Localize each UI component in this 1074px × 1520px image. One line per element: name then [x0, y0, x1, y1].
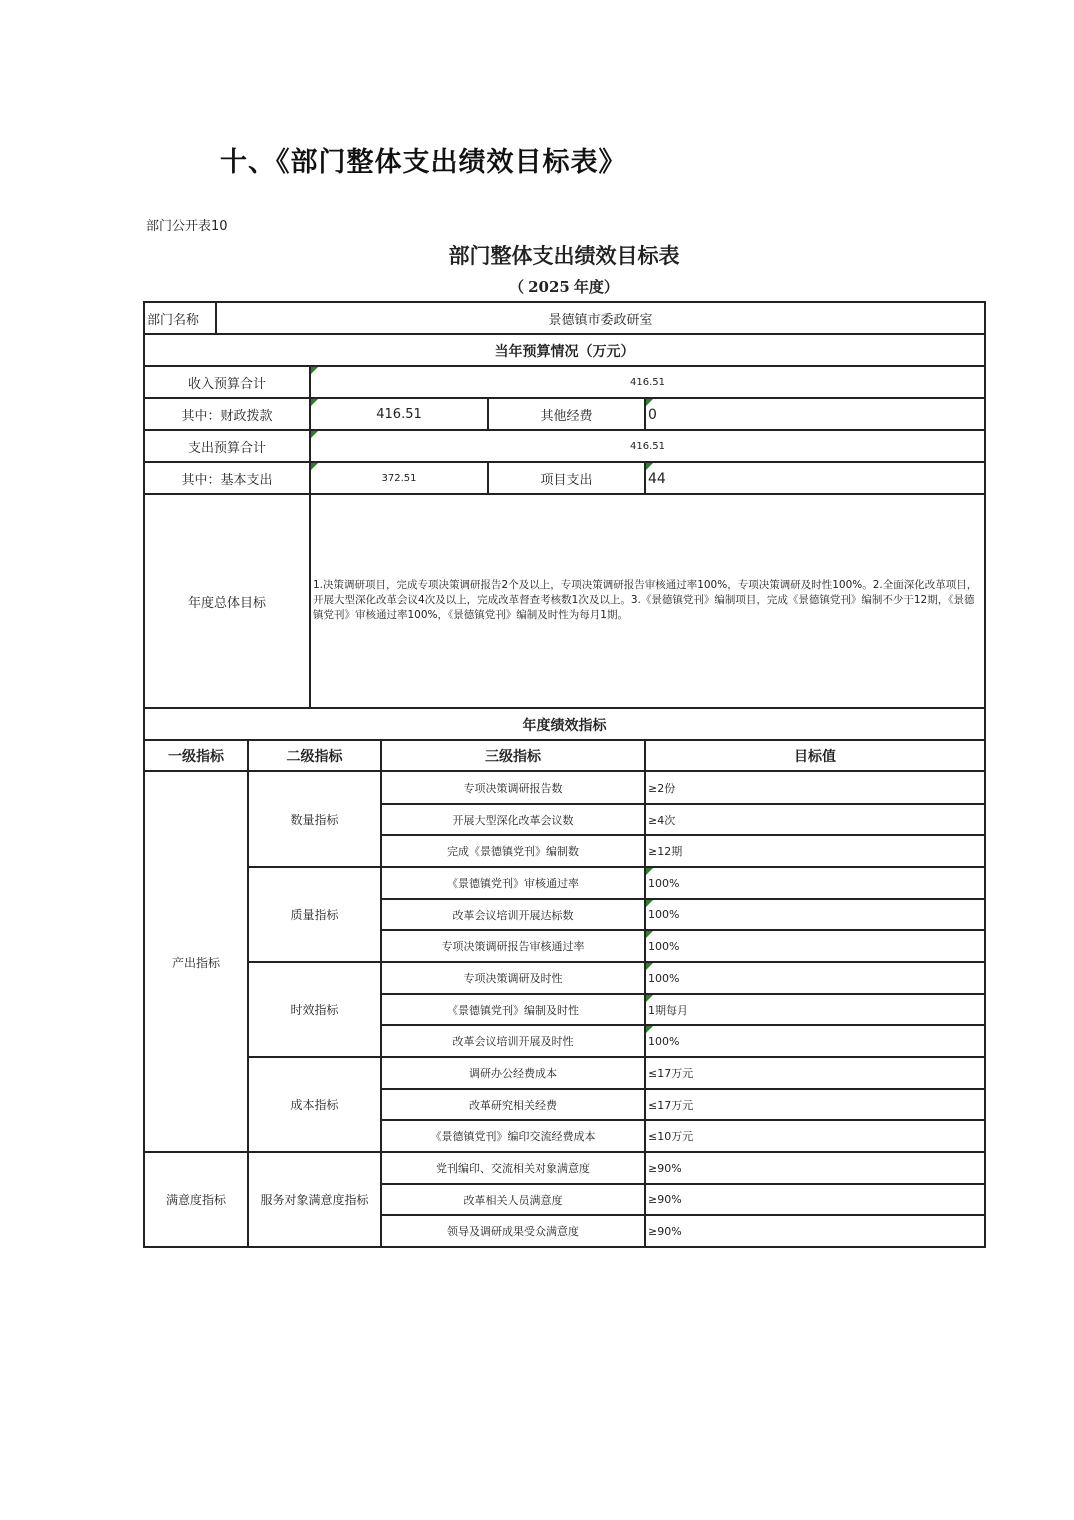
document-title: 部门整体支出绩效目标表: [448, 243, 680, 268]
cell-marker-icon: [311, 399, 318, 406]
level2-quality: 质量指标: [290, 908, 339, 922]
cell-marker-icon: [646, 868, 653, 875]
target-value: ≤10万元: [648, 1130, 694, 1143]
expense-total-value: 416.51: [630, 441, 665, 452]
target-value: ≤17万元: [648, 1098, 694, 1112]
cell-marker-icon: [646, 463, 653, 470]
target-value: 100%: [648, 1034, 680, 1048]
grid-line-vertical: [309, 365, 311, 709]
cell-marker-icon: [311, 463, 318, 470]
document-year: [0, 276, 1074, 297]
grid-line-horizontal: [380, 993, 986, 995]
target-value: 100%: [648, 971, 680, 985]
level3-indicator: 改革会议培训开展达标数: [452, 908, 574, 922]
cell-marker-icon: [646, 931, 653, 938]
expense-total-label: 支出预算合计: [187, 441, 266, 456]
target-value: 100%: [648, 939, 680, 953]
target-value: ≥90%: [648, 1161, 682, 1175]
grid-line-horizontal: [380, 1088, 986, 1090]
other-funds-value: 0: [648, 406, 657, 423]
grid-line-horizontal: [143, 333, 986, 335]
annual-goal-label: 年度总体目标: [187, 596, 266, 611]
grid-line-horizontal: [143, 397, 986, 399]
grid-line-horizontal: [143, 461, 986, 463]
column-header-level3: 三级指标: [485, 749, 541, 765]
target-value: 100%: [648, 876, 680, 890]
target-value: 100%: [648, 908, 680, 921]
grid-line-horizontal: [380, 834, 986, 836]
cell-marker-icon: [311, 431, 318, 438]
grid-line-horizontal: [380, 898, 986, 900]
cell-marker-icon: [311, 367, 318, 374]
grid-line-horizontal: [143, 739, 986, 741]
grid-line-horizontal: [143, 1246, 986, 1248]
grid-line-horizontal: [380, 1024, 986, 1026]
target-value: 1期每月: [648, 1003, 688, 1017]
year-value: 2025: [528, 278, 570, 296]
dept-name-value: 景德镇市委政研室: [548, 313, 653, 328]
income-total-value: 416.51: [630, 377, 665, 388]
grid-line-horizontal: [380, 1119, 986, 1121]
section-title: 十、《部门整体支出绩效目标表》: [220, 147, 627, 178]
basic-expense-label: 其中：基本支出: [181, 473, 273, 488]
income-total-label: 收入预算合计: [187, 377, 266, 392]
grid-line-vertical: [487, 461, 489, 495]
column-header-level2: 二级指标: [286, 749, 343, 765]
level3-indicator: 专项决策调研及时性: [463, 972, 563, 985]
year-close-paren: ）: [603, 278, 619, 296]
grid-line-horizontal: [143, 707, 986, 709]
grid-line-vertical: [487, 397, 489, 431]
grid-line-horizontal: [143, 1151, 986, 1153]
cell-marker-icon: [646, 900, 653, 907]
year-suffix: 年度: [573, 278, 604, 296]
level3-indicator: 专项决策调研报告数: [463, 782, 563, 795]
level1-satisfaction: 满意度指标: [165, 1193, 226, 1207]
performance-header: 年度绩效指标: [522, 717, 607, 734]
target-value: ≥90%: [648, 1224, 682, 1238]
level3-indicator: 调研办公经费成本: [469, 1067, 557, 1080]
column-header-level1: 一级指标: [168, 749, 224, 765]
year-open-paren: （: [509, 278, 525, 296]
grid-line-horizontal: [247, 961, 986, 963]
level2-timeliness: 时效指标: [290, 1003, 339, 1017]
level3-indicator: 完成《景德镇党刊》编制数: [447, 845, 579, 858]
target-value: ≥90%: [648, 1193, 682, 1206]
grid-line-horizontal: [143, 429, 986, 431]
annual-goal-text: 1.决策调研项目，完成专项决策调研报告2个及以上，专项决策调研报告审核通过率100%，专项决策调研及时性100%。2.全面深化改革项目，开展大型深化改革会议4次及以上，完成改革督查考核数1次及以上。3.《景德镇党刊》编制项目，完成《景德镇党刊》编制不少于12期，《景德镇党刊》审核通过率100%，《景德镇党刊》编制及时性为每月1期。: [313, 579, 978, 621]
table-number: 部门公开表10: [146, 219, 228, 234]
project-expense-value: 44: [648, 470, 666, 487]
grid-line-vertical: [143, 301, 145, 1248]
level1-output: 产出指标: [171, 955, 220, 970]
level3-indicator: 改革研究相关经费: [469, 1098, 557, 1112]
grid-line-horizontal: [143, 301, 986, 303]
grid-line-horizontal: [247, 866, 986, 868]
level3-indicator: 改革会议培训开展及时性: [452, 1035, 574, 1048]
grid-line-horizontal: [143, 365, 986, 367]
grid-line-horizontal: [247, 1056, 986, 1058]
cell-marker-icon: [646, 399, 653, 406]
grid-line-horizontal: [380, 929, 986, 931]
grid-line-vertical: [215, 301, 217, 335]
cell-marker-icon: [646, 963, 653, 970]
dept-name-label: 部门名称: [147, 313, 200, 328]
cell-marker-icon: [646, 995, 653, 1002]
level3-indicator: 《景德镇党刊》编印交流经费成本: [430, 1130, 596, 1143]
grid-line-horizontal: [380, 1183, 986, 1185]
column-header-target: 目标值: [794, 749, 836, 765]
basic-expense-value: 372.51: [381, 473, 417, 484]
target-value: ≥12期: [648, 845, 683, 858]
grid-line-vertical: [247, 739, 249, 1248]
level3-indicator: 领导及调研成果受众满意度: [447, 1225, 579, 1238]
target-value: ≥2份: [648, 782, 676, 795]
grid-line-horizontal: [380, 803, 986, 805]
cell-marker-icon: [646, 1026, 653, 1033]
level3-indicator: 开展大型深化改革会议数: [452, 813, 574, 827]
level2-quantity: 数量指标: [290, 813, 339, 827]
project-expense-label: 项目支出: [540, 473, 593, 488]
target-value: ≥4次: [648, 813, 676, 827]
grid-line-horizontal: [380, 1214, 986, 1216]
other-funds-label: 其他经费: [540, 409, 593, 424]
target-value: ≤17万元: [648, 1067, 694, 1080]
grid-line-horizontal: [143, 770, 986, 772]
level3-indicator: 《景德镇党刊》编制及时性: [447, 1003, 579, 1017]
fiscal-value: 416.51: [376, 407, 422, 422]
level3-indicator: 《景德镇党刊》审核通过率: [447, 877, 579, 890]
level3-indicator: 专项决策调研报告审核通过率: [441, 940, 585, 953]
grid-line-vertical: [984, 301, 986, 1248]
level3-indicator: 改革相关人员满意度: [463, 1193, 563, 1207]
level2-service-satisfaction: 服务对象满意度指标: [260, 1193, 369, 1207]
budget-header: 当年预算情况（万元）: [494, 343, 635, 360]
fiscal-label: 其中：财政拨款: [181, 409, 273, 424]
grid-line-horizontal: [143, 493, 986, 495]
level2-cost: 成本指标: [290, 1098, 339, 1112]
level3-indicator: 党刊编印、交流相关对象满意度: [436, 1162, 590, 1175]
